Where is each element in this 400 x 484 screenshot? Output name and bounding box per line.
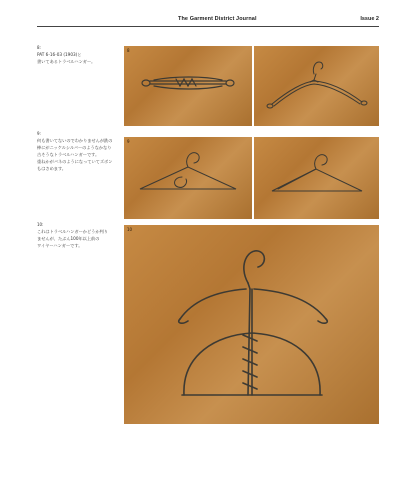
folded-hanger-drawing (124, 46, 252, 126)
photo-folded-travel-hanger (124, 46, 252, 126)
photo-number: 10 (127, 227, 133, 232)
caption-item-9 (37, 130, 119, 172)
antique-wire-hanger-drawing (124, 225, 379, 424)
closed-wire-hanger-drawing (254, 137, 379, 219)
caption-text: これはトラベルハンガーかどうか判り ませんが、たぶん100年以上前の ワイヤーハンガーです。 (37, 229, 108, 248)
issue-label: Issue 2 (360, 16, 379, 22)
caption-number: 10: (37, 222, 44, 227)
caption-number: 8: (37, 45, 41, 50)
journal-title: The Garment District Journal (178, 16, 257, 22)
unfolded-hanger-drawing (254, 46, 379, 126)
photo-unfolded-travel-hanger (254, 46, 379, 126)
photo-antique-wire-hanger (124, 225, 379, 424)
header-divider (37, 26, 379, 27)
photo-number: 9 (127, 139, 130, 144)
caption-item-8 (37, 44, 119, 65)
photo-closed-wire-hanger (254, 137, 379, 219)
caption-item-10 (37, 221, 119, 249)
photo-open-wire-hanger (124, 137, 252, 219)
caption-number: 9: (37, 131, 41, 136)
caption-text: 何も書いてないのでわかりませんが鉄の 棒にがニッケルシルバーのようなかなり 古そうなトラベルハンガーです。 重ねかがバネのようになっていてズボン もはさめます。 (37, 138, 113, 171)
photo-number: 8 (127, 48, 130, 53)
caption-text: PAT 6-16-03 (1903)と 書いてあるトラベルハンガー。 (37, 52, 96, 64)
open-wire-hanger-drawing (124, 137, 252, 219)
